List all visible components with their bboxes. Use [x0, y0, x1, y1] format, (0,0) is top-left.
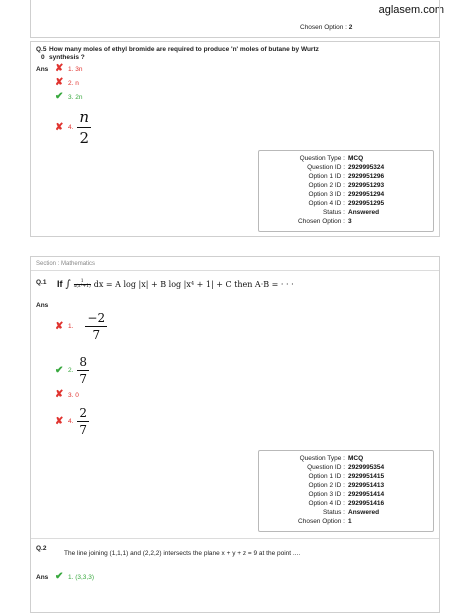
question-number-suffix: 0	[41, 54, 45, 61]
integrand-fraction: 1 x(x⁴+1)	[73, 278, 91, 290]
fraction: $\frac{n}{2}$	[79, 108, 90, 147]
section-divider	[31, 270, 439, 271]
answer-label: Ans	[36, 302, 49, 309]
mathematics-section-panel	[30, 256, 440, 613]
previous-chosen-option: Chosen Option : 2	[300, 24, 353, 31]
question-divider	[31, 538, 439, 539]
cross-icon: ✘	[55, 77, 64, 88]
question-info-box: Question Type : MCQ Question ID : 2929995324 Option 1 ID : 2929951296 Option 2 ID : 2929951293 Option 3 ID : 2929951294 Option 4 ID : 2929951295 Status : Answered Chosen Option : 3	[258, 150, 434, 232]
answer-label: Ans	[36, 574, 49, 581]
fraction: $\frac{8}{7}$	[79, 355, 88, 386]
cross-icon: ✘	[55, 320, 64, 332]
option-1: ✘ 1. 3n	[55, 63, 83, 74]
cross-icon: ✘	[55, 63, 64, 74]
option-4: ✘ 4. $\frac{n}{2}$	[55, 108, 90, 147]
site-brand: aglasem.com	[378, 4, 444, 16]
option-4: ✘ 4. $\frac{2}{7}$	[55, 406, 88, 437]
cross-icon: ✘	[55, 389, 64, 400]
cross-icon: ✘	[55, 121, 64, 133]
option-1: ✔ 1. (3,3,3)	[55, 571, 95, 582]
check-icon: ✔	[55, 571, 64, 582]
option-3: ✘ 3. 0	[55, 389, 79, 400]
cross-icon: ✘	[55, 415, 64, 427]
question-number: Q.2	[36, 545, 47, 552]
option-1: ✘ 1. $\frac{-2}{7}$	[55, 311, 106, 342]
answer-label: Ans	[36, 66, 49, 73]
question-text-line-2: synthesis ?	[49, 54, 85, 61]
question-number: Q.5	[36, 46, 47, 53]
fraction: $\frac{2}{7}$	[79, 406, 88, 437]
check-icon: ✔	[55, 364, 64, 376]
question-text-line-1: How many moles of ethyl bromide are required to produce 'n' moles of butane by Wurtz	[49, 46, 319, 53]
question-text: If ∫ 1 x(x⁴+1) dx = A log |x| + B log |x⁴ + 1| + C then A·B = · · ·	[57, 278, 294, 290]
previous-question-panel	[30, 0, 440, 38]
question-info-box: Question Type : MCQ Question ID : 2929995354 Option 1 ID : 2929951415 Option 2 ID : 2929951413 Option 3 ID : 2929951414 Option 4 ID : 2929951416 Status : Answered Chosen Option : 1	[258, 450, 434, 532]
option-2: ✔ 2. $\frac{8}{7}$	[55, 355, 88, 386]
question-number: Q.1	[36, 279, 47, 286]
question-text: The line joining (1,1,1) and (2,2,2) intersects the plane x + y + z = 9 at the point ....	[64, 550, 301, 557]
option-2: ✘ 2. n	[55, 77, 79, 88]
option-3: ✔ 3. 2n	[55, 91, 83, 102]
section-label: Section : Mathematics	[36, 261, 96, 267]
check-icon: ✔	[55, 91, 64, 102]
fraction: $\frac{-2}{7}$	[87, 311, 106, 342]
